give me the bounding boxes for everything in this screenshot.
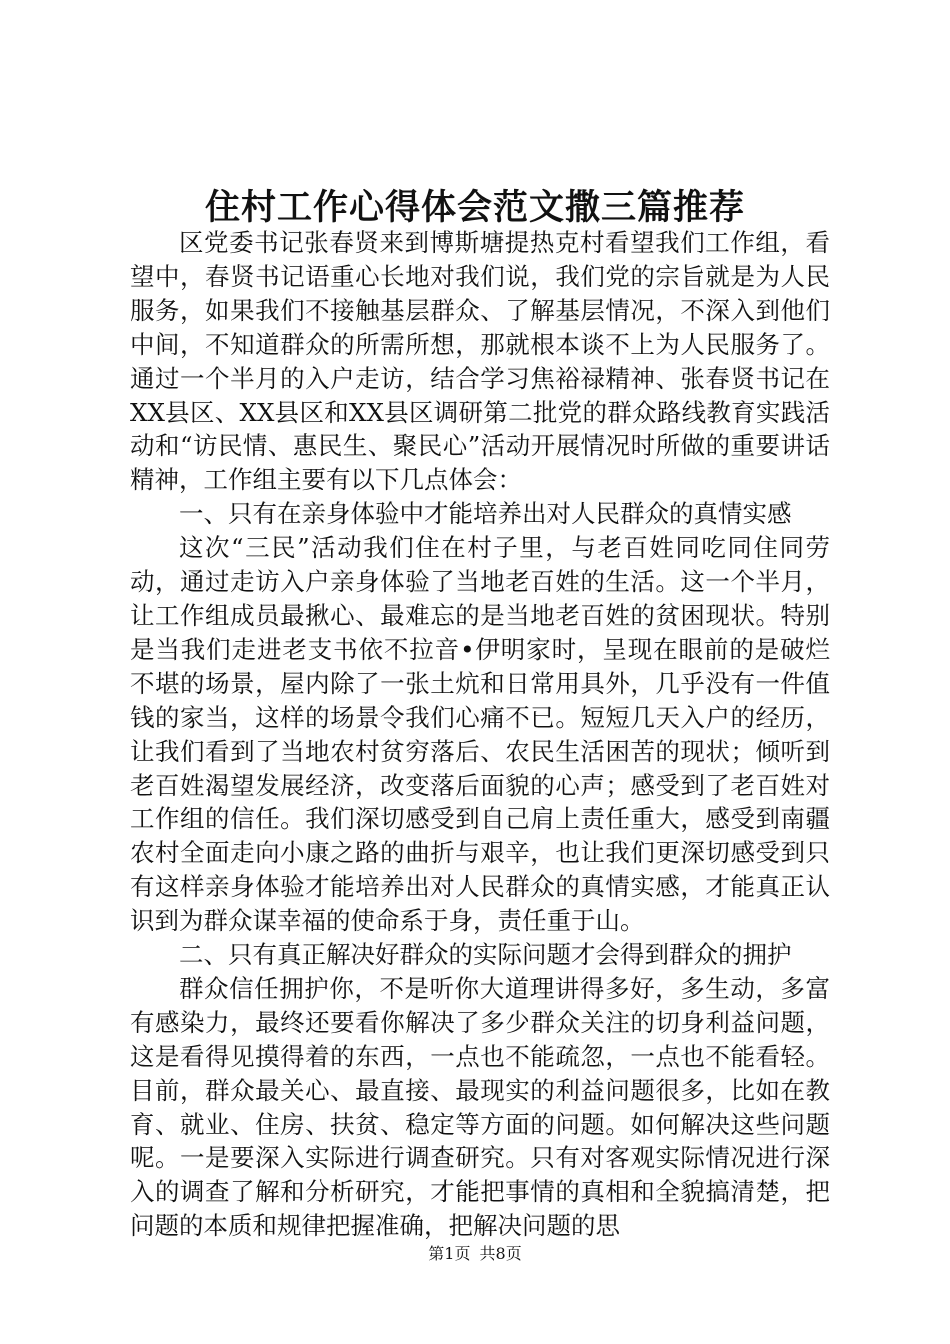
section-heading-2: 二、只有真正解决好群众的实际问题才会得到群众的拥护 bbox=[179, 940, 792, 970]
section-heading-1: 一、只有在亲身体验中才能培养出对人民群众的真情实感 bbox=[179, 499, 792, 529]
paragraph-section-1: 这次“三民”活动我们住在村子里，与老百姓同吃同住同劳动，通过走访入户亲身体验了当地老百姓的生活。这一个半月，让工作组成员最揪心、最难忘的是当地老百姓的贫困现状。特别是当我们走进老支书依不拉音•伊明家时，呈现在眼前的是破烂不堪的场景，屋内除了一张土炕和日常用具外，几乎没有一件值钱的家当，这样的场景令我们心痛不已。短短几天入户的经历，让我们看到了当地农村贫穷落后、农民生活困苦的现状；倾听到老百姓渴望发展经济，改变落后面貌的心声；感受到了老百姓对工作组的信任。我们深切感受到自己肩上责任重大，感受到南疆农村全面走向小康之路的曲折与艰辛，也让我们更深切感受到只有这样亲身体验才能培养出对人民群众的真情实感，才能真正认识到为群众谋幸福的使命系于身，责任重于山。 bbox=[130, 533, 830, 936]
page-footer bbox=[0, 1243, 950, 1265]
paragraph-section-2: 群众信任拥护你，不是听你大道理讲得多好，多生动，多富有感染力，最终还要看你解决了多少群众关注的切身利益问题，这是看得见摸得着的东西，一点也不能疏忽，一点也不能看轻。目前，群众最关心、最直接、最现实的利益问题很多，比如在教育、就业、住房、扶贫、稳定等方面的问题。如何解决这些问题呢。一是要深入实际进行调查研究。只有对客观实际情况进行深入的调查了解和分析研究，才能把事情的真相和全貌搞清楚，把问题的本质和规律把握准确，把解决问题的思 bbox=[130, 973, 830, 1241]
document-title: 住村工作心得体会范文撒三篇推荐 bbox=[204, 187, 745, 228]
page-total: 共8页 bbox=[479, 1244, 522, 1263]
page-number: 第1页 bbox=[428, 1244, 471, 1263]
paragraph-intro: 区党委书记张春贤来到博斯塘提热克村看望我们工作组，看望中，春贤书记语重心长地对我们说，我们党的宗旨就是为人民服务，如果我们不接触基层群众、了解基层情况，不深入到他们中间，不知道群众的所需所想，那就根本谈不上为人民服务了。通过一个半月的入户走访，结合学习焦裕禄精神、张春贤书记在XX县区、XX县区和XX县区调研第二批党的群众路线教育实践活动和“访民情、惠民生、聚民心”活动开展情况时所做的重要讲话精神，工作组主要有以下几点体会： bbox=[130, 228, 830, 495]
document-body bbox=[130, 226, 830, 1243]
